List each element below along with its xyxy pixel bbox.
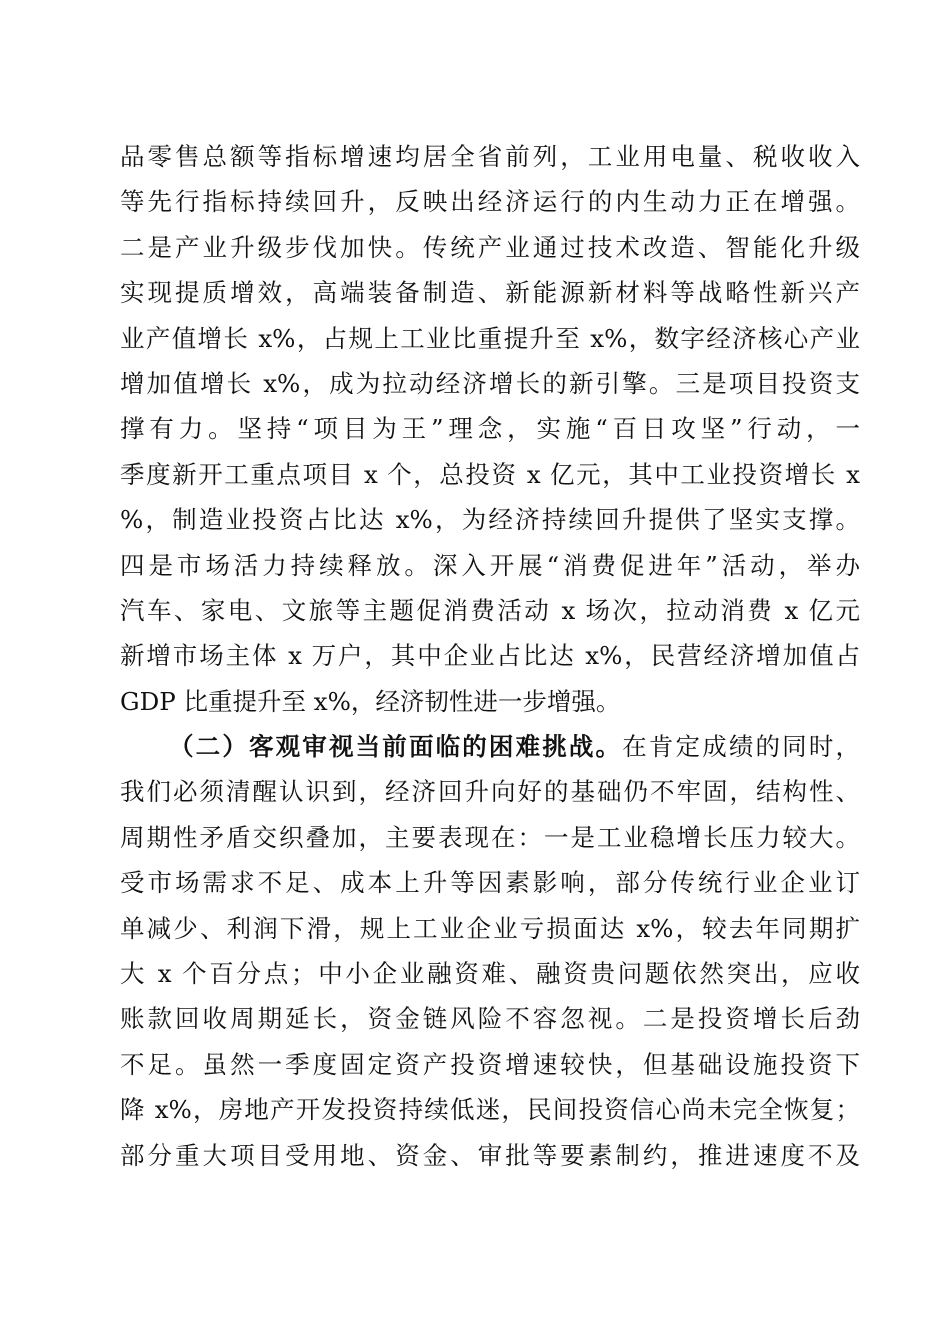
- text-line: 二是产业升级步伐加快。传统产业通过技术改造、智能化升级: [120, 232, 860, 262]
- section-heading-line: [120, 724, 860, 769]
- section-text: 在肯定成绩的同时，: [622, 732, 860, 762]
- text-line: 季度新开工重点项目 x 个，总投资 x 亿元，其中工业投资增长 x: [120, 459, 860, 489]
- text-line: 等先行指标持续回升，反映出经济运行的内生动力正在增强。: [120, 187, 860, 217]
- text-line: 部分重大项目受用地、资金、审批等要素制约，推进速度不及: [120, 1140, 860, 1170]
- text-line: 增加值增长 x%，成为拉动经济增长的新引擎。三是项目投资支: [120, 368, 860, 398]
- text-line: 降 x%，房地产开发投资持续低迷，民间投资信心尚未完全恢复；: [120, 1095, 860, 1125]
- text-line: 大 x 个百分点；中小企业融资难、融资贵问题依然突出，应收: [120, 959, 860, 989]
- text-line: %，制造业投资占比达 x%，为经济持续回升提供了坚实支撑。: [120, 505, 860, 535]
- text-line: 四是市场活力持续释放。深入开展“消费促进年”活动，举办: [120, 550, 860, 580]
- text-line: 撑有力。坚持“项目为王”理念，实施“百日攻坚”行动，一: [120, 414, 860, 444]
- text-line: GDP 比重提升至 x%，经济韧性进一步增强。: [120, 686, 621, 716]
- text-line: 不足。虽然一季度固定资产投资增速较快，但基础设施投资下: [120, 1049, 860, 1079]
- text-line: 账款回收周期延长，资金链风险不容忽视。二是投资增长后劲: [120, 1004, 860, 1034]
- body-text: [120, 134, 860, 1178]
- text-line: 业产值增长 x%，占规上工业比重提升至 x%，数字经济核心产业: [120, 323, 860, 353]
- text-line: 受市场需求不足、成本上升等因素影响，部分传统行业企业订: [120, 868, 860, 898]
- text-line: 单减少、利润下滑，规上工业企业亏损面达 x%，较去年同期扩: [120, 913, 860, 943]
- text-line: 新增市场主体 x 万户，其中企业占比达 x%，民营经济增加值占: [120, 641, 860, 671]
- section-heading: （二）客观审视当前面临的困难挑战。: [169, 732, 623, 762]
- text-line: 品零售总额等指标增速均居全省前列，工业用电量、税收收入: [120, 142, 860, 171]
- text-line: 汽车、家电、文旅等主题促消费活动 x 场次，拉动消费 x 亿元: [120, 595, 860, 625]
- text-line: 周期性矛盾交织叠加，主要表现在：一是工业稳增长压力较大。: [120, 822, 860, 852]
- text-line: 我们必须清醒认识到，经济回升向好的基础仍不牢固，结构性、: [120, 777, 860, 807]
- text-line: 实现提质增效，高端装备制造、新能源新材料等战略性新兴产: [120, 278, 860, 308]
